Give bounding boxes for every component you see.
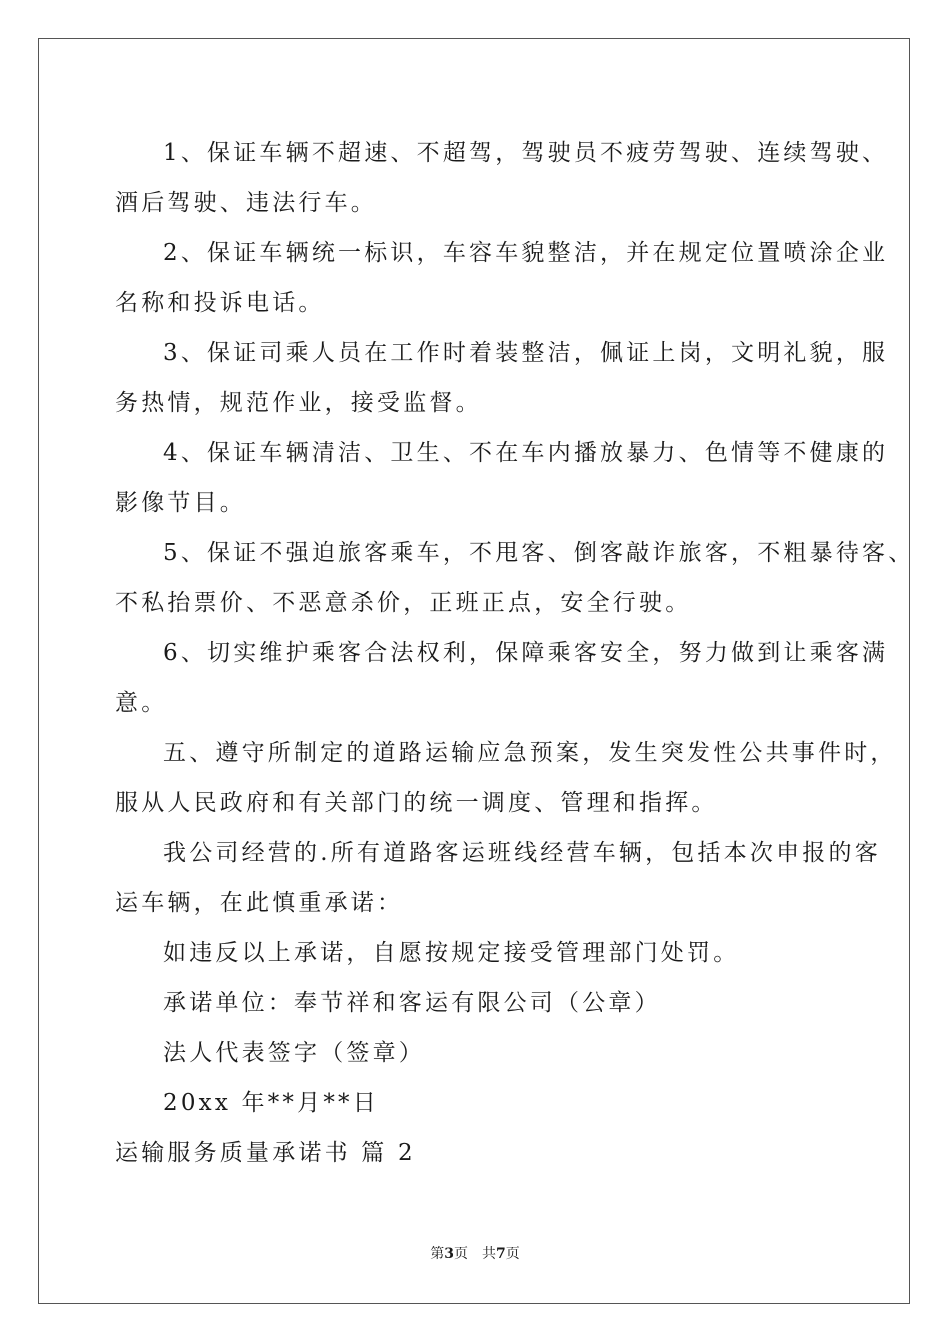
text-line: 名称和投诉电话。 [115,290,325,316]
text-line: 如违反以上承诺，自愿按规定接受管理部门处罚。 [163,940,740,966]
footer-middle: 页 共 [454,1246,496,1262]
page-footer [0,1245,950,1263]
current-page-number: 3 [444,1246,454,1262]
text-line: 五、遵守所制定的道路运输应急预案，发生突发性公共事件时， [163,740,897,766]
text-line: 3、保证司乘人员在工作时着装整洁，佩证上岗，文明礼貌，服 [163,340,889,366]
text-line: 影像节目。 [115,490,246,516]
text-line: 意。 [115,690,168,716]
text-line: 运车辆，在此慎重承诺： [115,890,404,916]
text-line: 服从人民政府和有关部门的统一调度、管理和指挥。 [115,790,718,816]
footer-suffix: 页 [505,1246,520,1262]
text-line: 务热情，规范作业，接受监督。 [115,390,482,416]
text-line: 6、切实维护乘客合法权利，保障乘客安全，努力做到让乘客满 [163,640,889,666]
text-line: 不私抬票价、不恶意杀价，正班正点，安全行驶。 [115,590,692,616]
total-page-number: 7 [496,1246,506,1262]
text-line: 承诺单位：奉节祥和客运有限公司（公章） [163,990,661,1016]
document-body [115,128,915,1178]
text-line: 5、保证不强迫旅客乘车，不甩客、倒客敲诈旅客，不粗暴待客、 [163,540,915,566]
text-line: 1、保证车辆不超速、不超驾，驾驶员不疲劳驾驶、连续驾驶、 [163,140,889,166]
text-line: 20xx 年**月**日 [163,1090,379,1116]
footer-prefix: 第 [430,1246,445,1262]
text-line: 法人代表签字（签章） [163,1040,425,1066]
text-line: 运输服务质量承诺书 篇 2 [115,1140,416,1166]
text-line: 2、保证车辆统一标识，车容车貌整洁，并在规定位置喷涂企业 [163,240,889,266]
text-line: 4、保证车辆清洁、卫生、不在车内播放暴力、色情等不健康的 [163,440,889,466]
text-line: 酒后驾驶、违法行车。 [115,190,377,216]
text-line: 我公司经营的.所有道路客运班线经营车辆，包括本次申报的客 [163,840,881,866]
